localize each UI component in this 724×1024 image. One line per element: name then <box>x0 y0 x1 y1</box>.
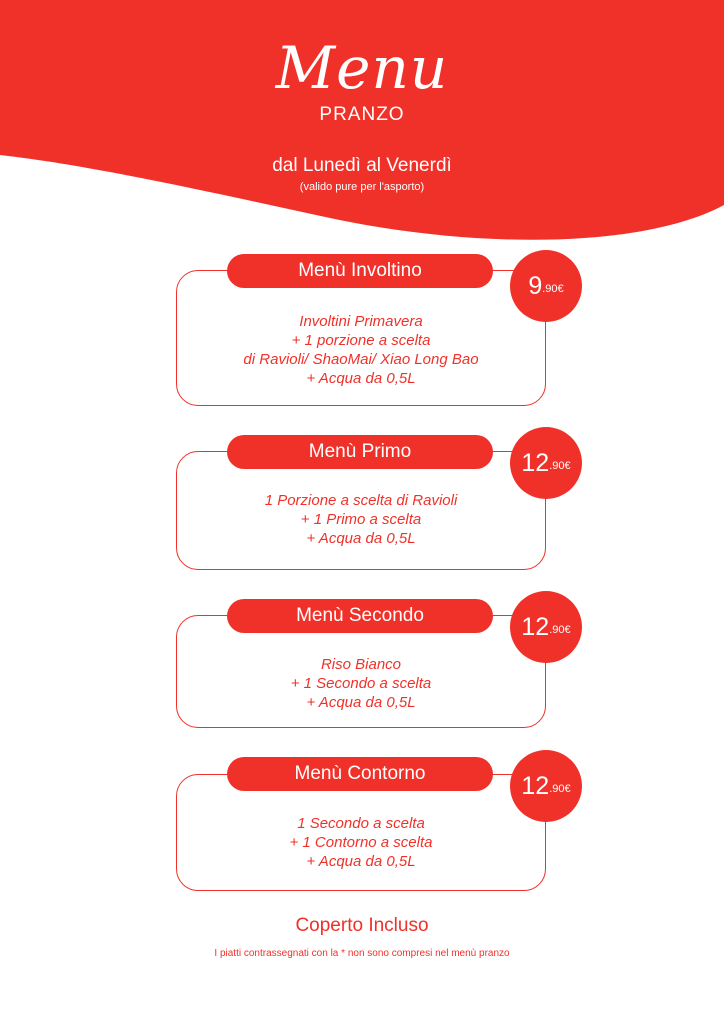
price-badge-contorno <box>510 750 582 822</box>
footnote: I piatti contrassegnati con la * non sono compresi nel menù pranzo <box>214 948 510 959</box>
menu-line: Involtini Primavera <box>299 313 423 330</box>
menu-name-secondo: Menù Secondo <box>227 599 493 633</box>
menu-description-primo <box>176 491 546 548</box>
menu-line: 1 Porzione a scelta di Ravioli <box>264 492 458 509</box>
price-badge-secondo <box>510 591 582 663</box>
menu-name-involtino: Menù Involtino <box>227 254 493 288</box>
menu-line: + Acqua da 0,5L <box>306 370 416 387</box>
menu-line: + 1 Primo a scelta <box>300 511 422 528</box>
menu-subtitle: PRANZO <box>319 104 405 125</box>
menu-line: + 1 porzione a scelta <box>291 332 431 349</box>
menu-description-contorno <box>176 814 546 871</box>
menu-line: + 1 Contorno a scelta <box>289 834 433 851</box>
menu-line: + Acqua da 0,5L <box>306 530 416 547</box>
menu-line: di Ravioli/ ShaoMai/ Xiao Long Bao <box>243 351 479 368</box>
price-decimal: .90€ <box>549 783 571 795</box>
price-decimal: .90€ <box>549 460 571 472</box>
menu-title: Menu <box>275 34 449 102</box>
price-integer: 12 <box>521 771 550 800</box>
menu-line: Riso Bianco <box>320 656 402 673</box>
menu-name-primo: Menù Primo <box>227 435 493 469</box>
menu-line: + Acqua da 0,5L <box>306 853 416 870</box>
takeaway-note: (valido pure per l'asporto) <box>299 181 425 193</box>
menu-line: + Acqua da 0,5L <box>306 694 416 711</box>
price-decimal: .90€ <box>549 624 571 636</box>
days-availability: dal Lunedì al Venerdì <box>272 155 452 176</box>
menu-name-contorno: Menù Contorno <box>227 757 493 791</box>
menu-description-involtino <box>176 312 546 388</box>
price-integer: 12 <box>521 448 550 477</box>
price-integer: 12 <box>521 612 550 641</box>
cover-charge-note: Coperto Incluso <box>295 915 429 936</box>
menu-line: + 1 Secondo a scelta <box>290 675 432 692</box>
price-decimal: .90€ <box>542 283 564 295</box>
price-integer: 9 <box>528 271 543 300</box>
menu-line: 1 Secondo a scelta <box>297 815 425 832</box>
menu-description-secondo <box>176 655 546 712</box>
price-badge-primo <box>510 427 582 499</box>
